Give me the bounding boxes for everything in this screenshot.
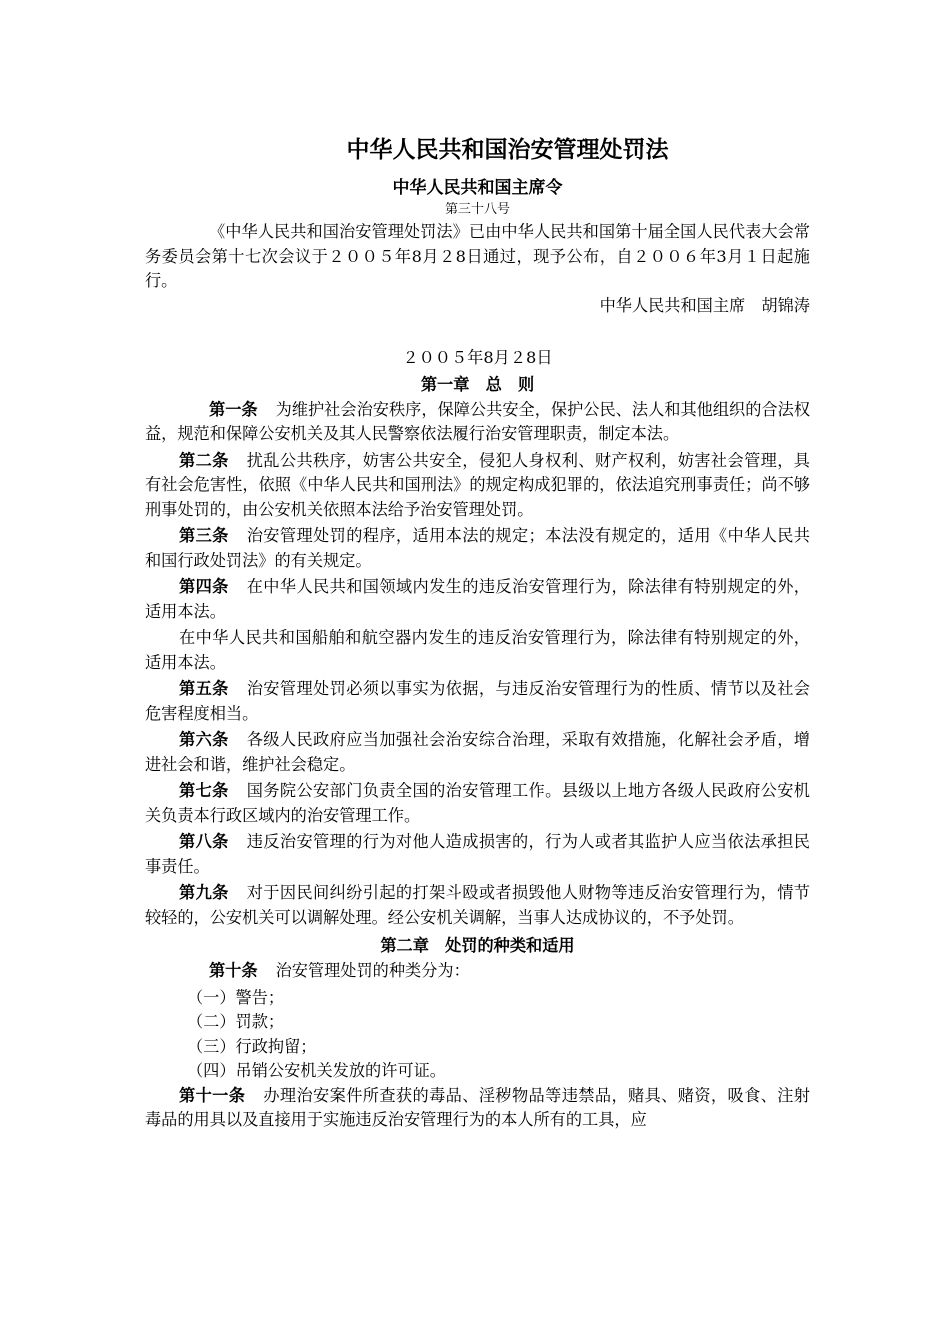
decree-date: ２００５年8月２8日 bbox=[402, 348, 553, 367]
article-text: 各级人民政府应当加强社会治安综合治理，采取有效措施，化解社会矛盾，增进社会和谐，维护社会稳定。 bbox=[145, 730, 810, 774]
article-2 bbox=[145, 449, 810, 523]
spacer bbox=[145, 318, 810, 346]
article-10 bbox=[145, 959, 810, 984]
article-text: 治安管理处罚必须以事实为依据，与违反治安管理行为的性质、情节以及社会危害程度相当。 bbox=[145, 679, 810, 723]
article-5 bbox=[145, 677, 810, 726]
decree-title: 中华人民共和国主席令 bbox=[392, 178, 563, 198]
article-6 bbox=[145, 728, 810, 777]
penalty-item: （二）罚款； bbox=[187, 1012, 285, 1031]
article-label: 第七条 bbox=[179, 781, 229, 800]
document-body bbox=[145, 132, 810, 1135]
article-7 bbox=[145, 779, 810, 828]
article-label: 第十条 bbox=[209, 961, 258, 980]
article-4 bbox=[145, 575, 810, 624]
article-label: 第五条 bbox=[179, 679, 229, 698]
article-text: 为维护社会治安秩序，保障公共安全，保护公民、法人和其他组织的合法权益，规范和保障公安机关及其人民警察依法履行治安管理职责，制定本法。 bbox=[145, 399, 811, 443]
article-text: 国务院公安部门负责全国的治安管理工作。县级以上地方各级人民政府公安机关负责本行政区域内的治安管理工作。 bbox=[145, 781, 810, 825]
article-label: 第八条 bbox=[179, 832, 229, 851]
chapter-1-heading: 第一章 总 则 bbox=[420, 374, 535, 394]
penalty-item: （一）警告； bbox=[187, 987, 285, 1007]
article-text: 扰乱公共秩序，妨害公共安全，侵犯人身权利、财产权利，妨害社会管理，具有社会危害性，依照《中华人民共和国刑法》的规定构成犯罪的，依法追究刑事责任；尚不够刑事处罚的，由公安机关依照本法给予治安管理处罚。 bbox=[145, 450, 810, 519]
article-3 bbox=[145, 524, 810, 573]
article-8 bbox=[145, 830, 810, 879]
article-4-para-2: 在中华人民共和国船舶和航空器内发生的违反治安管理行为，除法律有特别规定的外，适用本法。 bbox=[145, 628, 810, 672]
penalty-item: （四）吊销公安机关发放的许可证。 bbox=[187, 1061, 446, 1080]
article-text: 对于因民间纠纷引起的打架斗殴或者损毁他人财物等违反治安管理行为，情节较轻的，公安机关可以调解处理。经公安机关调解，当事人达成协议的，不予处罚。 bbox=[145, 883, 810, 927]
article-1 bbox=[145, 398, 810, 447]
article-label: 第九条 bbox=[179, 883, 229, 902]
penalty-item: （三）行政拘留； bbox=[187, 1036, 317, 1056]
article-text: 违反治安管理的行为对他人造成损害的，行为人或者其监护人应当依法承担民事责任。 bbox=[145, 832, 810, 876]
article-label: 第一条 bbox=[209, 399, 258, 419]
article-text: 治安管理处罚的种类分为： bbox=[275, 961, 470, 980]
chapter-2-heading: 第二章 处罚的种类和适用 bbox=[380, 936, 575, 955]
article-text: 在中华人民共和国领域内发生的违反治安管理行为，除法律有特别规定的外，适用本法。 bbox=[145, 577, 810, 621]
decree-text: 《中华人民共和国治安管理处罚法》已由中华人民共和国第十届全国人民代表大会常务委员会第十七次会议于２００５年8月２8日通过，现予公布，自２００６年3月１日起施行。 bbox=[145, 222, 810, 290]
article-label: 第二条 bbox=[179, 450, 229, 470]
law-title: 中华人民共和国治安管理处罚法 bbox=[346, 136, 669, 163]
article-text: 办理治安案件所查获的毒品、淫秽物品等违禁品，赌具、赌资，吸食、注射毒品的用具以及直接用于实施违反治安管理行为的本人所有的工具，应 bbox=[145, 1085, 810, 1129]
article-11 bbox=[145, 1084, 810, 1133]
article-9 bbox=[145, 881, 810, 930]
decree-number: 第三十八号 bbox=[444, 202, 510, 217]
article-label: 第三条 bbox=[179, 526, 229, 545]
decree-signature: 中华人民共和国主席 胡锦涛 bbox=[599, 295, 810, 315]
article-label: 第六条 bbox=[179, 730, 229, 749]
article-label: 第十一条 bbox=[179, 1085, 246, 1105]
article-label: 第四条 bbox=[179, 577, 229, 596]
article-text: 治安管理处罚的程序，适用本法的规定；本法没有规定的，适用《中华人民共和国行政处罚法》的有关规定。 bbox=[145, 526, 810, 570]
